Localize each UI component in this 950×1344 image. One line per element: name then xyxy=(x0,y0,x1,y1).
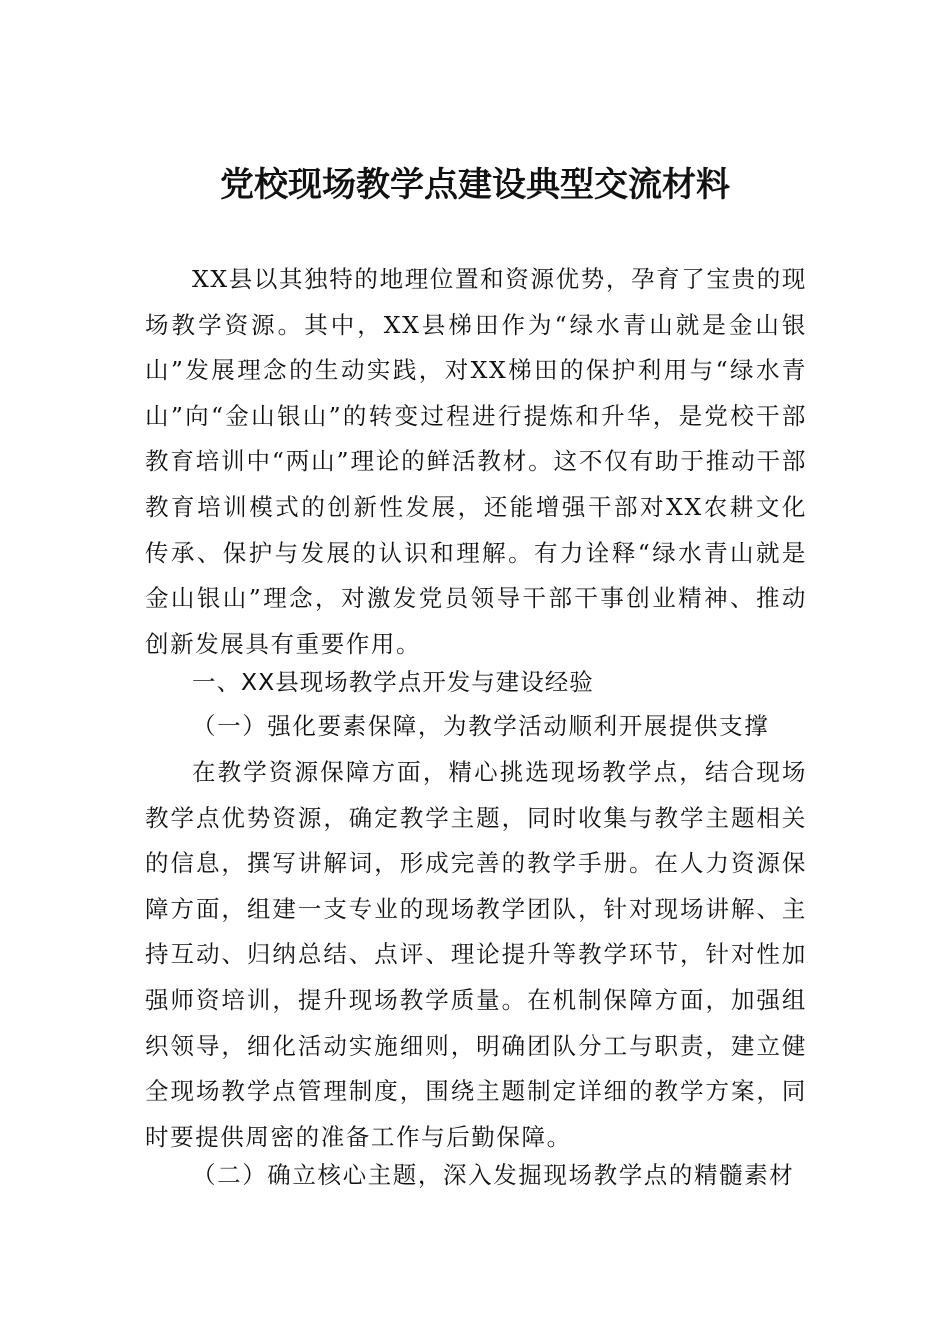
subsection-paragraph: 在教学资源保障方面，精心挑选现场教学点，结合现场教学点优势资源，确定教学主题，同时收集与教学主题相关的信息，撰写讲解词，形成完善的教学手册。在人力资源保障方面，组建一支专业的现场教学团队，针对现场讲解、主持互动、归纳总结、点评、理论提升等教学环节，针对性加强师资培训，提升现场教学质量。在机制保障方面，加强组织领导，细化活动实施细则，明确团队分工与职责，建立健全现场教学点管理制度，围绕主题制定详细的教学方案，同时要提供周密的准备工作与后勤保障。 xyxy=(145,758,807,1151)
section-heading: 一、XX县现场教学点开发与建设经验 xyxy=(192,668,594,696)
intro-paragraph: XX县以其独特的地理位置和资源优势，孕育了宝贵的现场教学资源。其中，XX县梯田作为“绿水青山就是金山银山”发展理念的生动实践，对XX梯田的保护利用与“绿水青山”向“金山银山”的转变过程进行提炼和升华，是党校干部教育培训中“两山”理论的鲜活教材。这不仅有助于推动干部教育培训模式的创新性发展，还能增强干部对XX农耕文化传承、保护与发展的认识和理解。有力诠释“绿水青山就是金山银山”理念，对激发党员领导干部干事创业精神、推动创新发展具有重要作用。 xyxy=(145,265,807,658)
document-title: 党校现场教学点建设典型交流材料 xyxy=(220,165,730,205)
subsection-heading: （一）强化要素保障，为教学活动顺利开展提供支撑 xyxy=(192,712,770,740)
subsection-heading: （二）确立核心主题，深入发掘现场教学点的精髓素材 xyxy=(192,1161,795,1189)
